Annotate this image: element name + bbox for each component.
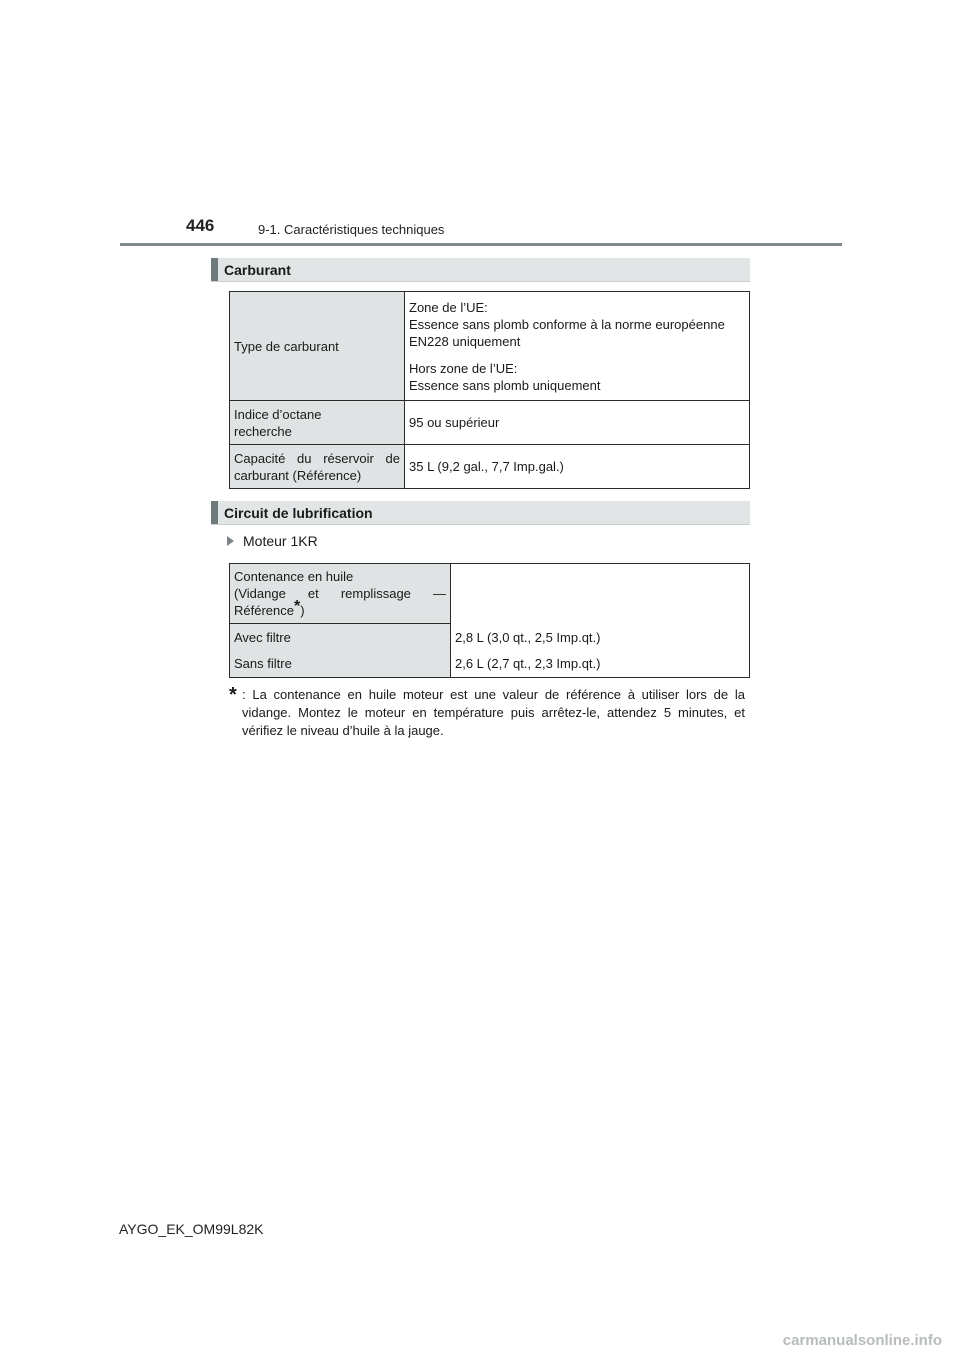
document-id: AYGO_EK_OM99L82K xyxy=(119,1221,264,1237)
with-filter-value: 2,8 L (3,0 qt., 2,5 Imp.qt.) xyxy=(451,624,750,651)
footnote-text: : La contenance en huile moteur est une valeur de référence à utiliser lors de la vidange. Montez le moteur en température puis arrêtez-le, attendez 5 minutes, et vérifiez le niveau d’huile à la jauge. xyxy=(242,687,745,738)
octane-value: 95 ou supérieur xyxy=(405,401,750,445)
tank-capacity-label-line: carburant (Référence) xyxy=(234,467,362,483)
table-row xyxy=(230,401,750,445)
non-eu-zone-paragraph xyxy=(409,360,745,394)
header-divider xyxy=(120,243,842,246)
table-row xyxy=(230,445,750,489)
heading-accent-bar xyxy=(211,501,218,524)
eu-zone-title: Zone de l’UE: xyxy=(409,299,488,315)
fuel-type-label: Type de carburant xyxy=(230,292,405,401)
oil-capacity-label-line: Contenance en huile xyxy=(234,569,354,584)
table-row xyxy=(230,651,750,678)
page-number: 446 xyxy=(186,216,215,235)
table-row xyxy=(230,624,750,651)
section-title: 9-1. Caractéristiques techniques xyxy=(258,222,445,237)
oil-footnote xyxy=(229,686,745,740)
eu-zone-line: EN228 uniquement xyxy=(409,333,521,349)
with-filter-label: Avec filtre xyxy=(230,624,451,651)
fuel-section-heading xyxy=(211,258,750,282)
eu-zone-paragraph xyxy=(409,299,745,350)
oil-capacity-label xyxy=(230,564,451,624)
oil-capacity-label-line xyxy=(234,598,446,619)
oil-capacity-table xyxy=(229,563,750,678)
table-row xyxy=(230,292,750,401)
reference-text: Référence xyxy=(234,603,294,618)
eu-zone-line: Essence sans plomb conforme à la norme européenne xyxy=(409,316,725,332)
engine-label: Moteur 1KR xyxy=(243,533,318,549)
watermark: carmanualsonline.info xyxy=(782,1332,942,1349)
footnote-marker: * xyxy=(229,684,237,706)
triangle-bullet-icon xyxy=(227,536,234,546)
oil-capacity-label-line: (Vidange et remplissage — xyxy=(234,586,446,601)
table-row xyxy=(230,564,750,624)
engine-bullet xyxy=(227,533,318,549)
without-filter-label: Sans filtre xyxy=(230,651,451,678)
non-eu-zone-line: Essence sans plomb uniquement xyxy=(409,377,601,393)
tank-capacity-label xyxy=(230,445,405,489)
tank-capacity-label-line: Capacité du réservoir de xyxy=(234,450,400,466)
non-eu-zone-title: Hors zone de l’UE: xyxy=(409,360,518,376)
lubrication-heading-label: Circuit de lubrification xyxy=(224,505,373,521)
tank-capacity-value: 35 L (9,2 gal., 7,7 Imp.gal.) xyxy=(405,445,750,489)
fuel-type-value xyxy=(405,292,750,401)
fuel-heading-label: Carburant xyxy=(224,262,291,278)
octane-label-line: recherche xyxy=(234,423,292,439)
octane-label xyxy=(230,401,405,445)
closing-paren: ) xyxy=(300,603,305,618)
footnote-star: * xyxy=(293,598,301,615)
heading-accent-bar xyxy=(211,258,218,281)
octane-label-line: Indice d’octane xyxy=(234,406,322,422)
without-filter-value: 2,6 L (2,7 qt., 2,3 Imp.qt.) xyxy=(451,651,750,678)
lubrication-section-heading xyxy=(211,501,750,525)
fuel-spec-table xyxy=(229,291,750,489)
oil-capacity-blank xyxy=(451,564,750,624)
